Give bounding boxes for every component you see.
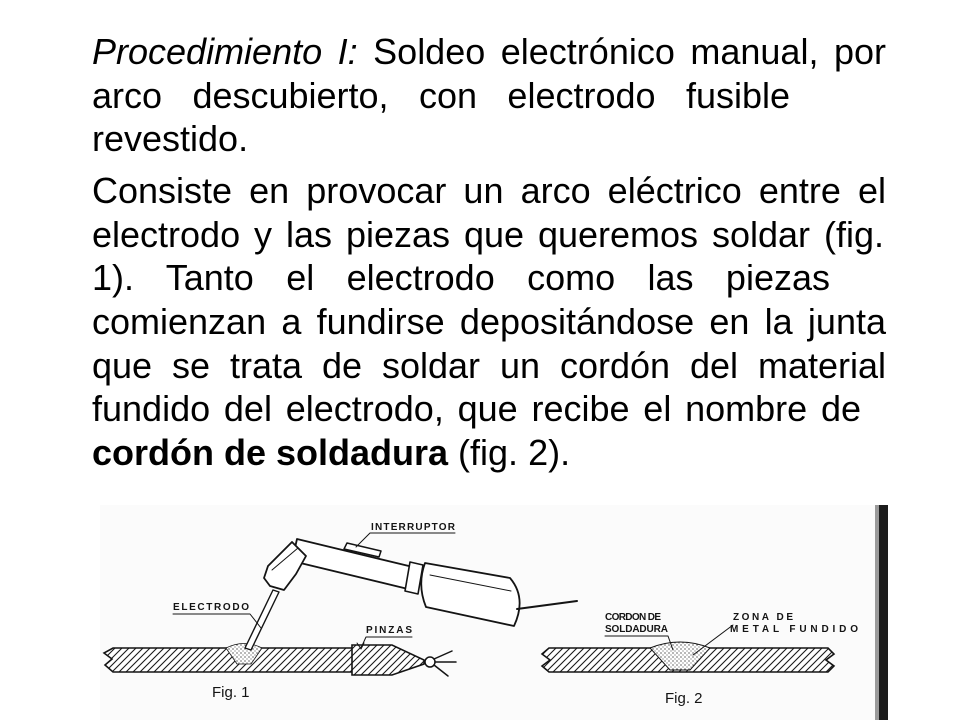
- paragraph-1-line-1: [92, 30, 886, 74]
- fig1-caption: Fig. 1: [212, 684, 250, 701]
- welding-figure: [0, 490, 960, 720]
- paragraph-2-line-2: electrodo y las piezas que queremos soldar (fig.: [92, 213, 884, 255]
- label-zona-line-1: ZONA DE: [733, 612, 793, 623]
- procedure-title: Procedimiento I:: [92, 31, 358, 72]
- figure-reference: (fig. 2).: [448, 432, 571, 473]
- paragraph-2-line-4: comienzan a fundirse depositándose en la junta: [92, 301, 886, 342]
- paragraph-2-line-1: Consiste en provocar un arco eléctrico entre el: [92, 170, 886, 211]
- fig2-caption: Fig. 2: [665, 690, 703, 707]
- label-electrodo: ELECTRODO: [173, 602, 249, 613]
- paragraph-1-line-3: revestido.: [92, 118, 249, 160]
- paragraph-2-line-7: [92, 431, 692, 475]
- weld-bead-term: cordón de soldadura: [92, 432, 449, 473]
- label-zona-line-2: METAL FUNDIDO: [730, 624, 858, 635]
- scan-edge: [879, 505, 888, 720]
- paragraph-2-line-6: fundido del electrodo, que recibe el nombre de: [92, 388, 861, 430]
- scan-edge-shadow: [875, 505, 879, 720]
- paragraph-2-line-3: 1). Tanto el electrodo como las piezas: [92, 257, 830, 299]
- label-cordon-line-1: CORDON DE: [605, 612, 661, 623]
- label-pinzas: PINZAS: [366, 625, 412, 636]
- label-interruptor: INTERRUPTOR: [371, 522, 455, 533]
- paragraph-1-line-2: arco descubierto, con electrodo fusible: [92, 74, 790, 116]
- procedure-description: Soldeo electrónico manual, por: [357, 31, 886, 72]
- paragraph-2-line-5: que se trata de soldar un cordón del material: [92, 344, 886, 386]
- label-cordon-line-2: SOLDADURA: [605, 624, 668, 635]
